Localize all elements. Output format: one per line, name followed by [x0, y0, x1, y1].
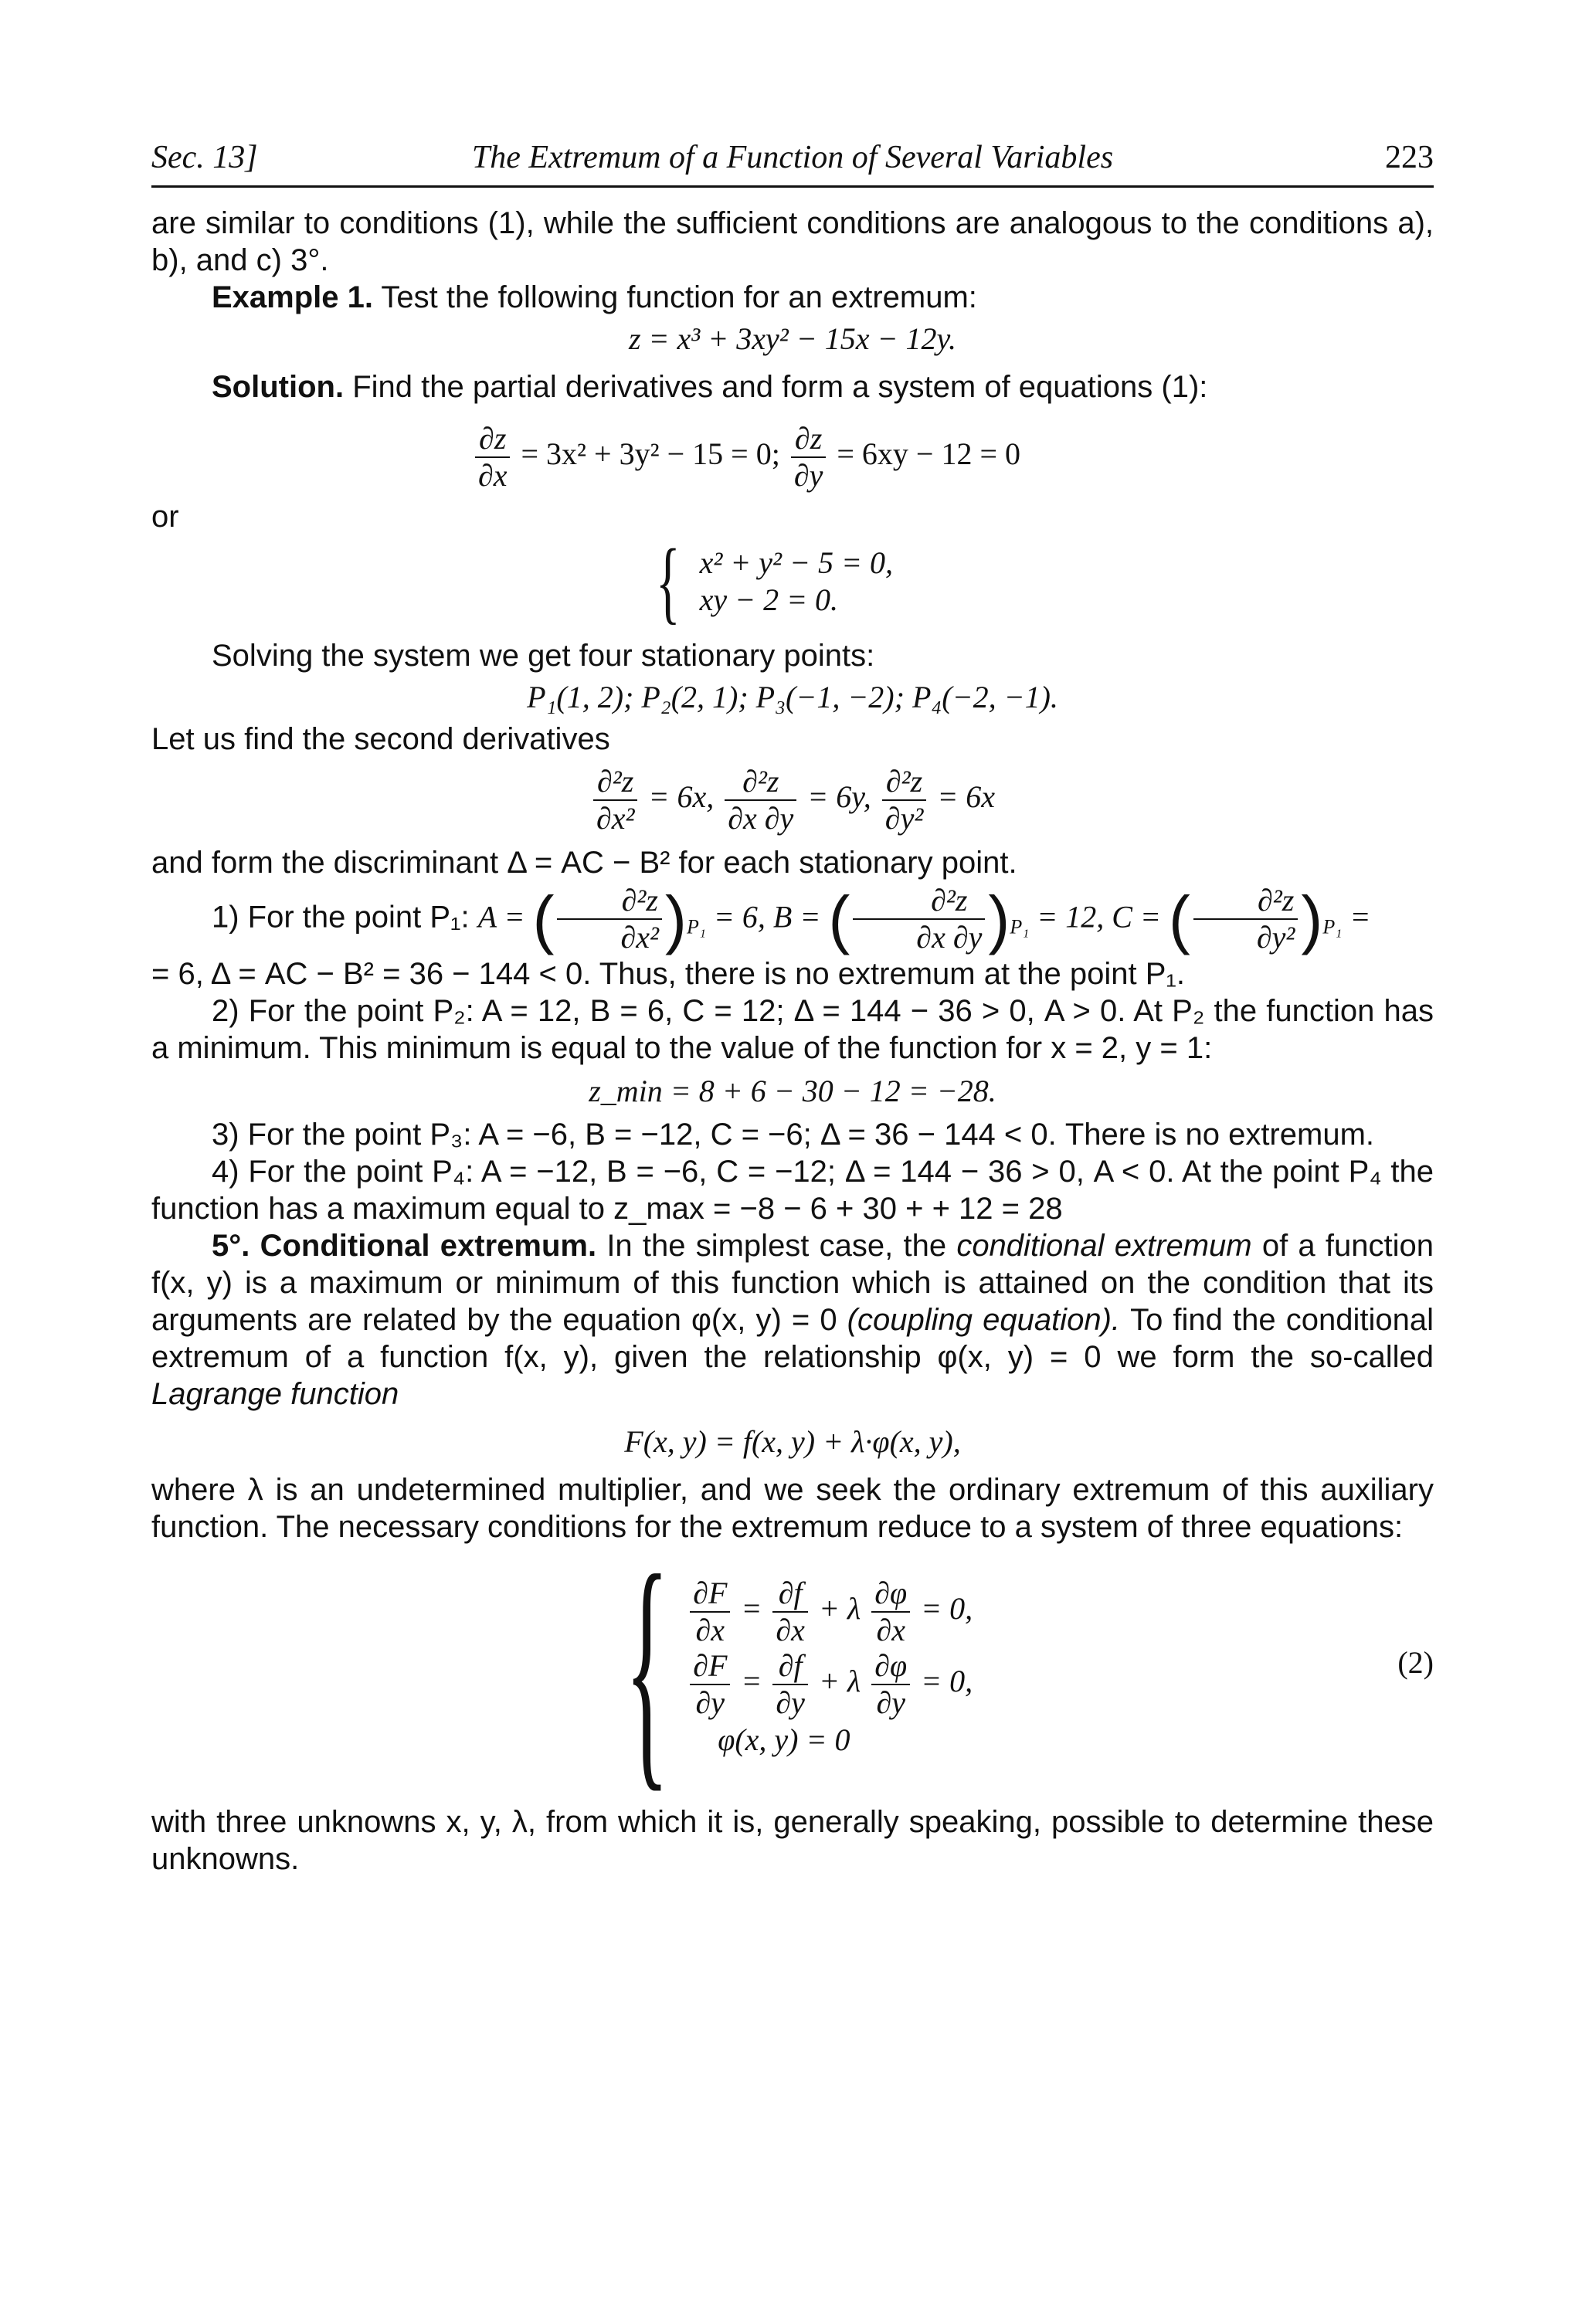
or-word: or — [151, 500, 179, 534]
example-label: Example 1. — [212, 280, 374, 314]
section-label: Sec. 13] — [151, 140, 258, 175]
solution-text: Find the partial derivatives and form a system of equations (1): — [352, 370, 1208, 404]
equation-number: (2) — [1397, 1645, 1434, 1680]
case-4: 4) For the point P₄: A = −12, B = −6, C = −12; Δ = 144 − 36 > 0, A < 0. At the point P₄ the function has a maximum equal to z_max = −8 − 6 + 30 + + 12 = 28 — [151, 1155, 1434, 1226]
left-brace-large: { — [625, 1522, 670, 1813]
lagrange-equation: F(x, y) = f(x, y) + λ·φ(x, y), — [624, 1424, 961, 1459]
partial-derivatives: $\frac{\partial z}{\partial x}$ = 3x² + 3y² − 15 = 0; $\frac{\partial z}{\partial y}$ = 6xy − 12 = 0 — [151, 421, 1434, 494]
system-2: { $\frac{\partial F}{\partial x}$ = $\frac{\partial f}{\partial x}$ + λ $\frac{\partial\varphi}{\partial x}$ = 0, $\frac{\partial F}{\partial y}$ = $\frac{\partial f}{\partial y}$ + λ $\frac{\partial\varphi}{\partial y}$ = 0, φ(x, y) = 0 (2) — [625, 1522, 1434, 1813]
second-derivatives: $\frac{\text{∂²z}}{\text{∂x²}}$ = 6x, $\frac{\text{∂²z}}{\partial x \partial y}$ = 6y, $\frac{\text{∂²z}}{\text{∂y²}}$ = 6x — [151, 764, 1434, 836]
solution-label: Solution. — [212, 370, 345, 404]
left-brace: { — [655, 530, 681, 633]
running-header — [151, 131, 1434, 188]
example-1 — [151, 279, 1434, 316]
page-number: 223 — [1385, 140, 1434, 175]
stationary-points: P₁(1, 2); P₂(2, 1); P₃(−1, −2); P₄(−2, −1). — [527, 680, 1058, 714]
solving-line: Solving the system we get four stationary points: — [212, 639, 875, 673]
where-paragraph: where λ is an undetermined multiplier, and we seek the ordinary extremum of this auxiliary function. The necessary conditions for the extremum reduce to a system of three equations: — [151, 1473, 1434, 1544]
discriminant-line: and form the discriminant Δ = AC − B² for each stationary point. — [151, 846, 1017, 880]
case-1-cont: = 6, Δ = AC − B² = 36 − 144 < 0. Thus, there is no extremum at the point P₁. — [151, 957, 1186, 991]
conditional-extremum: 5°. Conditional extremum. In the simplest case, the conditional extremum of a function f(x, y) is a maximum or minimum of this function which is attained on the condition that its arguments are related by the equation φ(x, y) = 0 (coupling equation). To find the conditional extremum of a function f(x, y), given the relationship φ(x, y) = 0 we form the so-called Lagrange function — [151, 1229, 1434, 1411]
paragraph-intro: are similar to conditions (1), while the sufficient conditions are analogous to the conditions a), b), and c) 3°. — [151, 206, 1434, 277]
page-body — [151, 205, 1434, 1878]
solution-line — [151, 368, 1434, 405]
example-text: Test the following function for an extremum: — [381, 280, 977, 314]
second-deriv-line: Let us find the second derivatives — [151, 722, 610, 756]
case-3: 3) For the point P₃: A = −6, B = −12, C = −6; Δ = 36 − 144 < 0. There is no extremum. — [212, 1118, 1374, 1152]
running-title: The Extremum of a Function of Several Variables — [471, 140, 1114, 175]
final-paragraph: with three unknowns x, y, λ, from which it is, generally speaking, possible to determine these unknowns. — [151, 1805, 1434, 1876]
zmin-equation: z_min = 8 + 6 − 30 − 12 = −28. — [589, 1074, 996, 1108]
case-1: 1) For the point P₁: A = ( $\frac{\text{∂²z}}{\text{∂x²}}$ )$_{P_1} = 6$, B = ( $\frac{\text{∂²z}}{\partial x \partial y}$ )$_{P_1} = 12$, C = ( $\frac{\text{∂²z}}{\text{∂y²}}$ )$_{P_1}$ = — [212, 883, 1371, 955]
page — [151, 131, 1434, 1878]
system-1: { x² + y² − 5 = 0, xy − 2 = 0. — [655, 530, 894, 633]
equation-z — [151, 321, 1434, 358]
case-2: 2) For the point P₂: A = 12, B = 6, C = 12; Δ = 144 − 36 > 0, A > 0. At P₂ the function has a minimum. This minimum is equal to the value of the function for x = 2, y = 1: — [151, 994, 1434, 1065]
equation-z-text: z = x³ + 3xy² − 15x − 12y. — [628, 321, 957, 356]
